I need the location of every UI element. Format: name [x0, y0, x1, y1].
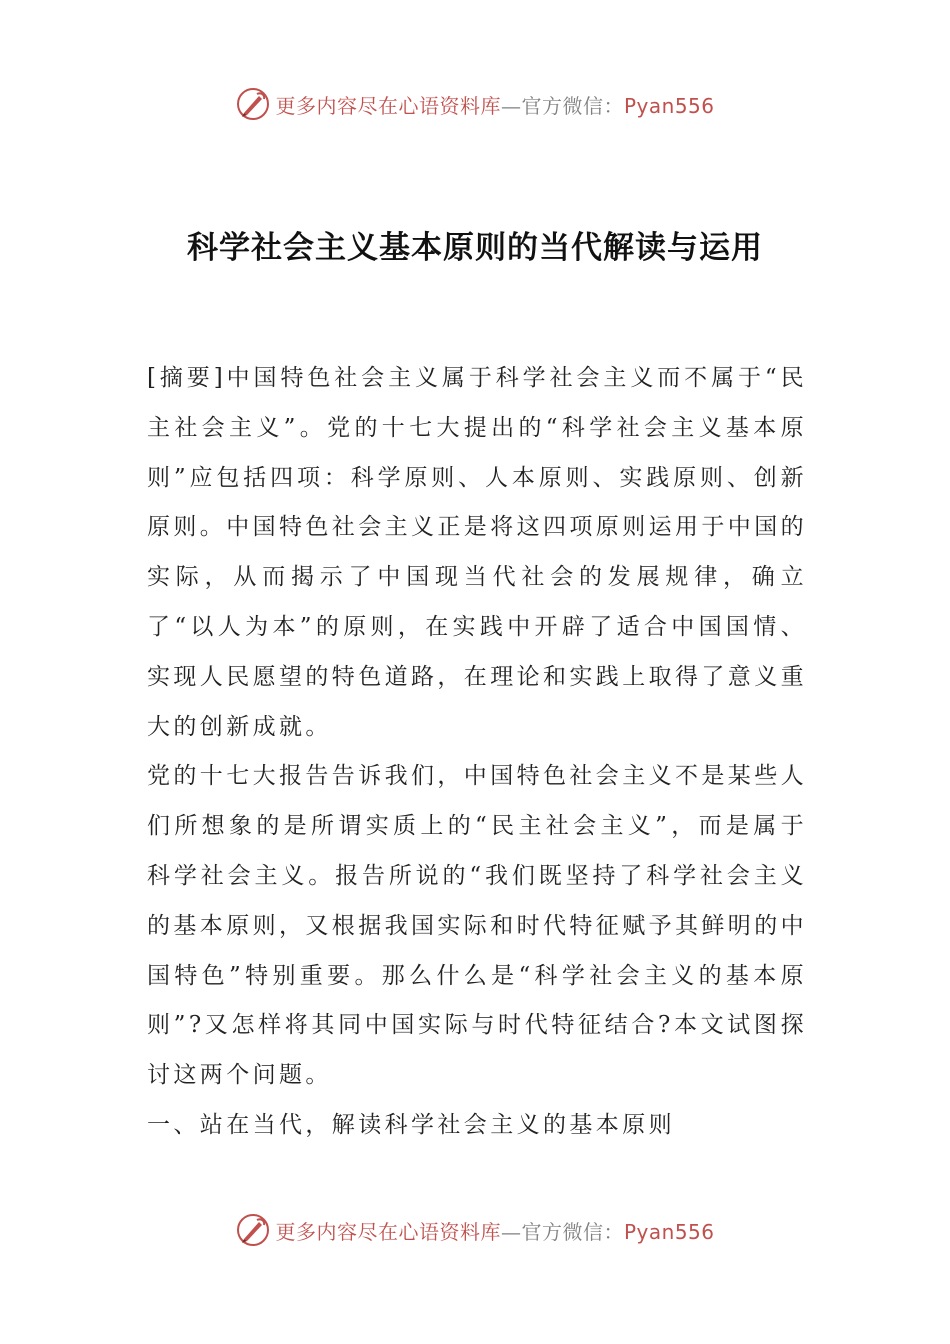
pen-logo-icon [235, 1212, 271, 1248]
watermark-text [275, 1216, 714, 1245]
abstract-paragraph: [摘要]中国特色社会主义属于科学社会主义而不属于“民主社会主义”。党的十七大提出的“科学社会主义基本原则”应包括四项：科学原则、人本原则、实践原则、创新原则。中国特色社会主义正是将这四项原则运用于中国的实际，从而揭示了中国现当代社会的发展规律，确立了“以人为本”的原则，在实践中开辟了适合中国国情、实现人民愿望的特色道路，在理论和实践上取得了意义重大的创新成就。 [147, 365, 807, 740]
watermark-wechat-id: Pyan556 [623, 1219, 715, 1244]
watermark-official-label: 官方微信： [521, 93, 624, 118]
document-title: 科学社会主义基本原则的当代解读与运用 [187, 230, 763, 266]
watermark-brand: 更多内容尽在心语资料库 [275, 1219, 501, 1244]
watermark-dash: — [500, 93, 522, 118]
pen-logo-icon [235, 86, 271, 122]
document-body [147, 354, 807, 1151]
section-heading: 一、站在当代，解读科学社会主义的基本原则 [147, 1111, 675, 1138]
watermark-brand: 更多内容尽在心语资料库 [275, 93, 501, 118]
footer-watermark [0, 1206, 950, 1254]
watermark-text [275, 90, 714, 119]
watermark-official-label: 官方微信： [521, 1219, 624, 1244]
header-watermark [0, 80, 950, 128]
body-paragraph: 党的十七大报告告诉我们，中国特色社会主义不是某些人们所想象的是所谓实质上的“民主社会主义”，而是属于科学社会主义。报告所说的“我们既坚持了科学社会主义的基本原则，又根据我国实际和时代特征赋予其鲜明的中国特色”特别重要。那么什么是“科学社会主义的基本原则”?又怎样将其同中国实际与时代特征结合?本文试图探讨这两个问题。 [147, 763, 807, 1089]
watermark-dash: — [500, 1219, 522, 1244]
watermark-wechat-id: Pyan556 [623, 93, 715, 118]
